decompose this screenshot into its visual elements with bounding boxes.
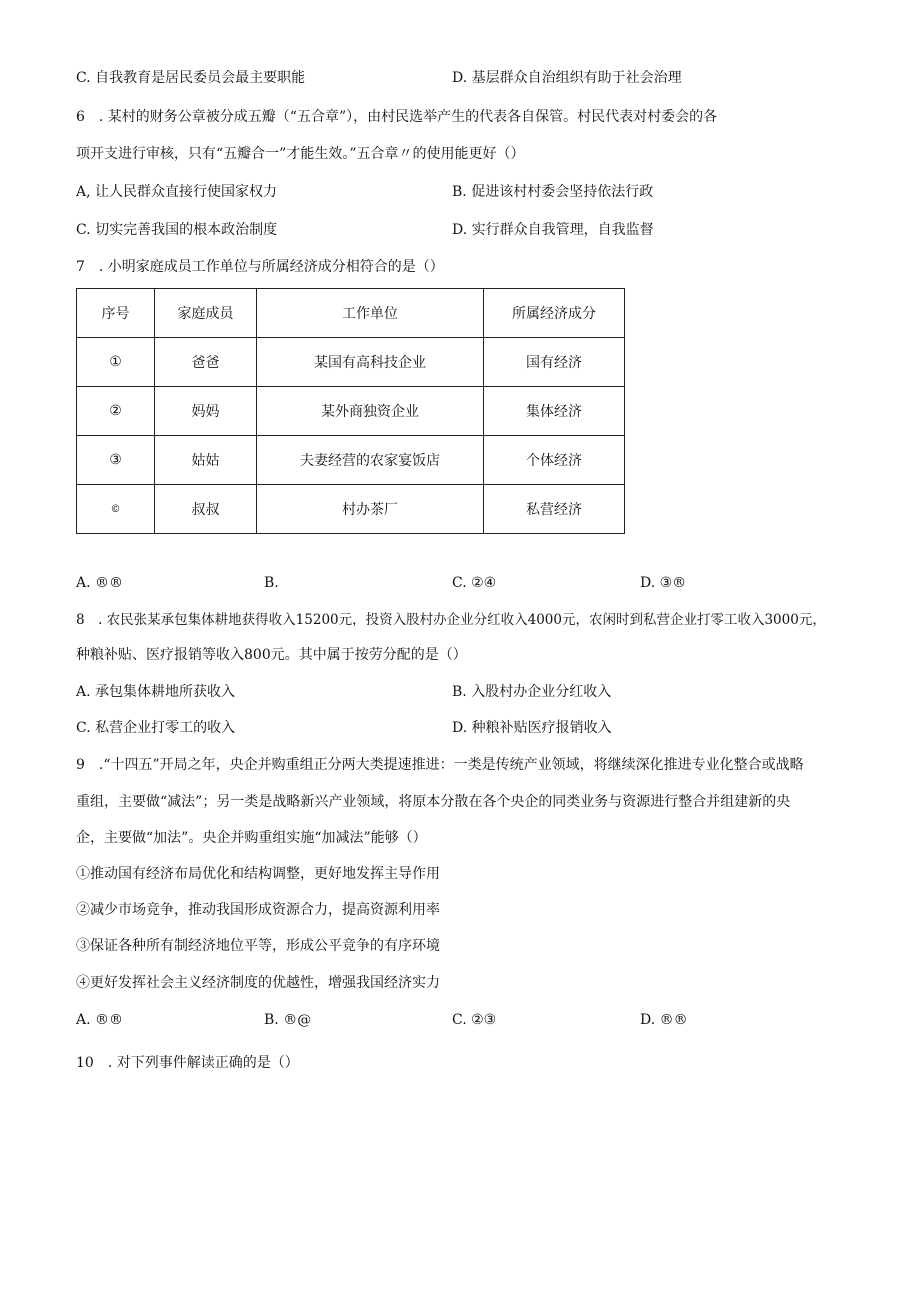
q6-option-a: A, 让人民群众直接行使国家权力 [76,184,278,200]
q7-option-d: D. ③® [640,575,687,591]
q9-option-a: A. ®® [76,1012,124,1028]
q9-statement-2: ②减少市场竞争，推动我国形成资源合力，提高资源利用率 [76,902,440,918]
table-row [77,387,625,436]
table-cell: 集体经济 [484,387,625,436]
q8-stem-line1: 8 . 农民张某承包集体耕地获得收入15200元，投资入股村办企业分红收入4000元，农闲时到私营企业打零工收入3000元， [76,612,826,628]
q7-stem: 7 . 小明家庭成员工作单位与所属经济成分相符合的是（） [76,259,444,275]
q6-option-b: B. 促进该村村委会坚持依法行政 [452,184,654,200]
table-cell: ② [77,387,155,436]
table-row [77,338,625,387]
q6-stem-line2: 项开支进行审核，只有“五瓣合一”才能生效。”五合章〃的使用能更好（） [76,146,525,162]
family-members-table [76,288,625,534]
q6-option-d: D. 实行群众自我管理，自我监督 [452,222,654,238]
table-cell: © [77,485,155,534]
q9-statement-4: ④更好发挥社会主义经济制度的优越性，增强我国经济实力 [76,975,440,991]
table-cell: 国有经济 [484,338,625,387]
q9-stem-line2: 重组，主要做“减法”；另一类是战略新兴产业领域，将原本分散在各个央企的同类业务与资源进行整合并组建新的央 [76,794,791,810]
q9-option-b: B. ®@ [264,1012,312,1028]
q9-option-c: C. ②③ [452,1012,497,1028]
q7-option-c: C. ②④ [452,575,497,591]
q8-option-c: C. 私营企业打零工的收入 [76,720,236,736]
q7-option-b: B. [264,575,279,591]
q9-option-d: D. ®® [640,1012,688,1028]
q9-stem-line3: 企，主要做“加法”。央企并购重组实施“加减法”能够（） [76,830,427,846]
q8-stem-line2: 种粮补贴、医疗报销等收入800元。其中属于按劳分配的是（） [76,647,467,663]
q9-statement-1: ①推动国有经济布局优化和结构调整，更好地发挥主导作用 [76,866,440,882]
q9-statement-3: ③保证各种所有制经济地位平等，形成公平竞争的有序环境 [76,938,440,954]
table-cell: ③ [77,436,155,485]
table-row [77,485,625,534]
q5-option-d: D. 基层群众自治组织有助于社会治理 [452,70,682,86]
table-cell: 私营经济 [484,485,625,534]
table-cell: 妈妈 [155,387,257,436]
q6-stem-line1: 6 . 某村的财务公章被分成五瓣（“五合章”），由村民选举产生的代表各自保管。村民代表对村委会的各 [76,109,718,125]
q8-option-a: A. 承包集体耕地所获收入 [76,684,236,700]
q7-option-a: A. ®® [76,575,124,591]
header-cell: 工作单位 [257,289,484,338]
table-cell: 某外商独资企业 [257,387,484,436]
header-cell: 所属经济成分 [484,289,625,338]
header-cell: 序号 [77,289,155,338]
table-cell: 某国有高科技企业 [257,338,484,387]
q10-stem: 10 . 对下列事件解读正确的是（） [76,1055,299,1071]
table-cell: 夫妻经营的农家宴饭店 [257,436,484,485]
table-row [77,436,625,485]
table-cell: 村办茶厂 [257,485,484,534]
table-cell: 姑姑 [155,436,257,485]
table-cell: 个体经济 [484,436,625,485]
table-cell: 爸爸 [155,338,257,387]
table-cell: ① [77,338,155,387]
q5-option-c: C. 自我教育是居民委员会最主要职能 [76,70,306,86]
table-cell: 叔叔 [155,485,257,534]
q8-option-b: B. 入股村办企业分红收入 [452,684,612,700]
q6-option-c: C. 切实完善我国的根本政治制度 [76,222,278,238]
q9-stem-line1: 9 .“十四五”开局之年，央企并购重组正分两大类提速推进：一类是传统产业领域，将继续深化推进专业化整合或战略 [76,757,804,773]
q8-option-d: D. 种粮补贴医疗报销收入 [452,720,612,736]
header-cell: 家庭成员 [155,289,257,338]
table-header-row [77,289,625,338]
